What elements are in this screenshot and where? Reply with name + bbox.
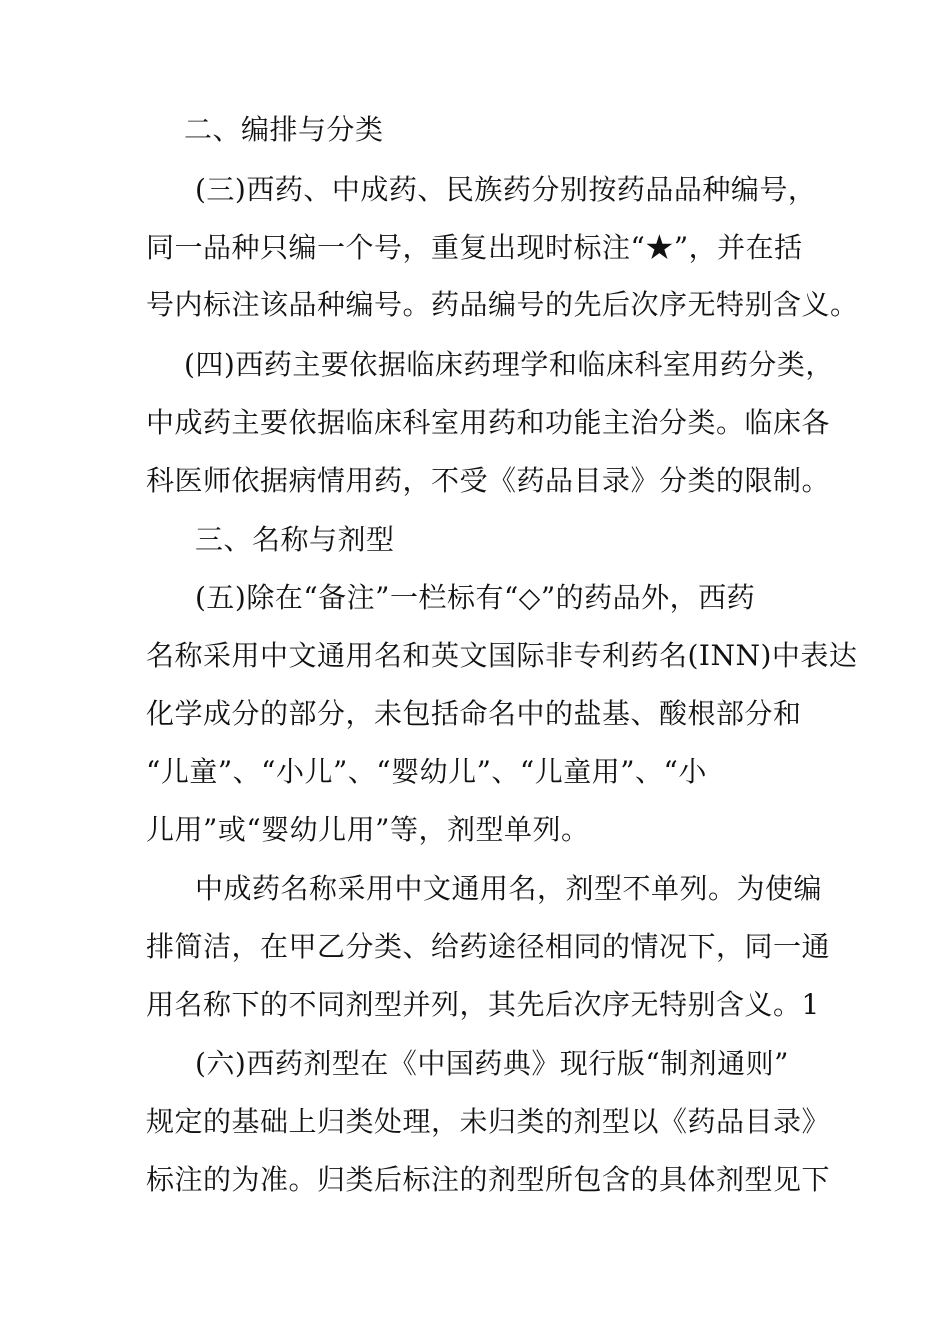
- paragraph-line: 中成药主要依据临床科室用药和功能主治分类。临床各: [146, 406, 831, 439]
- paragraph-line: (三)西药、中成药、民族药分别按药品品种编号，: [195, 173, 817, 206]
- paragraph-line: 标注的为准。归类后标注的剂型所包含的具体剂型见下: [146, 1163, 831, 1196]
- paragraph-line: (四)西药主要依据临床药理学和临床科室用药分类，: [184, 348, 834, 381]
- section-heading-2: 二、编排与分类: [184, 113, 384, 146]
- paragraph-line: 排简洁，在甲乙分类、给药途径相同的情况下，同一通: [146, 930, 831, 963]
- paragraph-line: (六)西药剂型在《中国药典》现行版“制剂通则”: [195, 1047, 789, 1080]
- paragraph-line: 用名称下的不同剂型并列，其先后次序无特别含义。1: [146, 988, 820, 1021]
- section-heading-3: 三、名称与剂型: [195, 523, 395, 556]
- paragraph-line: 号内标注该品种编号。药品编号的先后次序无特别含义。: [146, 288, 859, 321]
- paragraph-line: 化学成分的部分，未包括命名中的盐基、酸根部分和: [146, 697, 802, 730]
- paragraph-line: (五)除在“备注”一栏标有“◇”的药品外，西药: [195, 581, 756, 614]
- paragraph-line: “儿童”、“小儿”、“婴幼儿”、“儿童用”、“小: [146, 755, 707, 788]
- paragraph-line: 科医师依据病情用药，不受《药品目录》分类的限制。: [146, 464, 831, 497]
- paragraph-line: 规定的基础上归类处理，未归类的剂型以《药品目录》: [146, 1105, 831, 1138]
- paragraph-line: 同一品种只编一个号，重复出现时标注“★”，并在括: [146, 231, 803, 264]
- paragraph-line: 中成药名称采用中文通用名，剂型不单列。为使编: [195, 872, 823, 905]
- paragraph-line: 儿用”或“婴幼儿用”等，剂型单列。: [146, 813, 590, 846]
- paragraph-line: 名称采用中文通用名和英文国际非专利药名(INN)中表达: [146, 639, 858, 672]
